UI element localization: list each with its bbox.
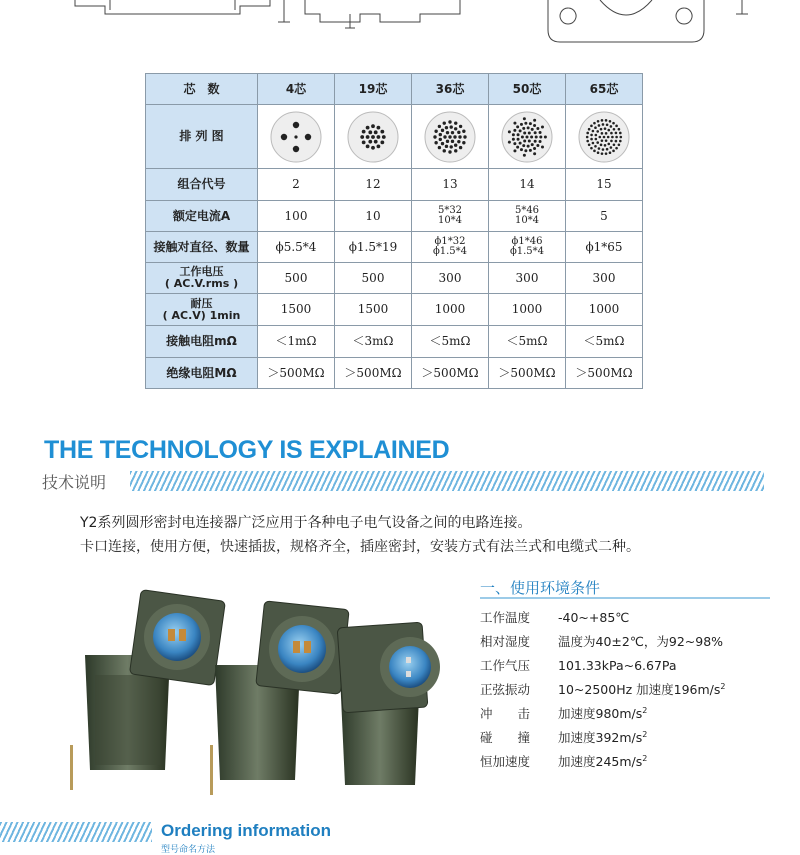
table-cell: ＞500MΩ — [412, 358, 489, 389]
env-label: 碰 撞 — [480, 730, 531, 745]
header-cell: 19芯 — [335, 74, 412, 105]
env-label: 工作温度 — [480, 610, 531, 625]
env-value: 温度为40±2℃，为92~98% — [558, 634, 724, 649]
env-row — [480, 680, 725, 698]
pin-layout-50 — [489, 105, 566, 169]
table-cell: 12 — [335, 169, 412, 201]
env-label: 冲 击 — [480, 706, 531, 721]
intro-line: 卡口连接，使用方便，快速插拔，规格齐全，插座密封，安装方式有法兰式和电缆式二种。 — [80, 539, 640, 555]
env-value: -40~+85℃ — [558, 610, 630, 625]
table-row — [146, 294, 643, 326]
row-label: 接触对直径、数量 — [146, 232, 258, 263]
table-cell: ＜5mΩ — [489, 326, 566, 358]
table-cell: ＞500MΩ — [258, 358, 335, 389]
table-cell: ϕ1*65 — [566, 232, 643, 263]
env-label: 工作气压 — [480, 658, 531, 673]
table-cell: 1000 — [489, 294, 566, 326]
row-label: 排 列 图 — [146, 105, 258, 169]
table-cell: 10 — [335, 201, 412, 232]
row-label: 组合代号 — [146, 169, 258, 201]
env-divider — [480, 597, 770, 599]
header-cell: 50芯 — [489, 74, 566, 105]
row-label: 接触电阻mΩ — [146, 326, 258, 358]
table-row — [146, 201, 643, 232]
table-cell: 300 — [412, 263, 489, 294]
row-label: 工作电压 ( AC.V.rms ) — [146, 263, 258, 294]
pin-diagram-65-icon — [578, 111, 630, 163]
table-header-row — [146, 74, 643, 105]
ordering-subtitle: 型号命名方法 — [161, 845, 216, 855]
section-title: THE TECHNOLOGY IS EXPLAINED — [44, 436, 450, 464]
table-cell: 1500 — [335, 294, 412, 326]
env-value: 101.33kPa~6.67Pa — [558, 658, 677, 673]
ordering-title: Ordering information — [161, 821, 331, 840]
env-value: 加速度245m/s — [558, 754, 643, 769]
pin-diagram-19-icon — [347, 111, 399, 163]
table-cell: 2 — [258, 169, 335, 201]
table-cell: 500 — [335, 263, 412, 294]
header-cell: 4芯 — [258, 74, 335, 105]
table-cell: 300 — [566, 263, 643, 294]
row-label: 绝缘电阻MΩ — [146, 358, 258, 389]
table-cell: ＜5mΩ — [566, 326, 643, 358]
table-cell: 5*46 10*4 — [489, 201, 566, 232]
env-unit-exponent: 2 — [720, 682, 726, 691]
table-cell: 1000 — [566, 294, 643, 326]
env-value: 10~2500Hz 加速度196m/s — [558, 682, 721, 697]
env-unit-exponent: 2 — [642, 754, 648, 763]
pin-layout-19 — [335, 105, 412, 169]
connector-3 — [337, 622, 440, 785]
table-row — [146, 263, 643, 294]
table-cell: ＜3mΩ — [335, 326, 412, 358]
pin-diagram-4-icon — [270, 111, 322, 163]
table-row — [146, 232, 643, 263]
connector-2 — [210, 601, 349, 795]
connector-photo — [60, 585, 470, 800]
ordering-hatch — [0, 822, 152, 842]
header-label: 芯 数 — [146, 74, 258, 105]
intro-line: Y2系列圆形密封电连接器广泛应用于各种电子电气设备之间的电路连接。 — [80, 515, 532, 531]
env-unit-exponent: 2 — [642, 730, 648, 739]
pin-diagram-36-icon — [424, 111, 476, 163]
table-cell: ϕ1*32 ϕ1.5*4 — [412, 232, 489, 263]
table-cell: ＞500MΩ — [335, 358, 412, 389]
env-value: 加速度980m/s — [558, 706, 643, 721]
table-cell: ϕ1*46 ϕ1.5*4 — [489, 232, 566, 263]
env-row — [480, 656, 677, 674]
row-label: 耐压 ( AC.V) 1min — [146, 294, 258, 326]
env-row — [480, 728, 647, 746]
row-label: 额定电流A — [146, 201, 258, 232]
section-subtitle: 技术说明 — [42, 473, 107, 492]
table-cell: 1500 — [258, 294, 335, 326]
layout-row — [146, 105, 643, 169]
table-cell: 300 — [489, 263, 566, 294]
spec-table — [145, 73, 643, 389]
table-cell: 5 — [566, 201, 643, 232]
pin-layout-4 — [258, 105, 335, 169]
table-cell: ＞500MΩ — [566, 358, 643, 389]
header-cell: 36芯 — [412, 74, 489, 105]
pin-layout-65 — [566, 105, 643, 169]
env-label: 正弦振动 — [480, 682, 531, 697]
env-label: 恒加速度 — [480, 754, 531, 769]
table-cell: ϕ5.5*4 — [258, 232, 335, 263]
env-label: 相对湿度 — [480, 634, 531, 649]
table-cell: 1000 — [412, 294, 489, 326]
table-cell: ＜5mΩ — [412, 326, 489, 358]
header-cell: 65芯 — [566, 74, 643, 105]
table-cell: 13 — [412, 169, 489, 201]
table-cell: 15 — [566, 169, 643, 201]
table-row — [146, 169, 643, 201]
pin-diagram-50-icon — [501, 111, 553, 163]
env-row — [480, 608, 629, 626]
table-cell: ＞500MΩ — [489, 358, 566, 389]
env-row — [480, 704, 647, 722]
env-row — [480, 752, 647, 770]
table-row — [146, 358, 643, 389]
table-cell: ϕ1.5*19 — [335, 232, 412, 263]
technical-drawing — [0, 0, 800, 50]
env-title: 一、使用环境条件 — [480, 579, 601, 597]
table-cell: 5*32 10*4 — [412, 201, 489, 232]
hatch-divider — [130, 471, 764, 491]
env-row — [480, 632, 723, 650]
table-cell: 500 — [258, 263, 335, 294]
env-unit-exponent: 2 — [642, 706, 648, 715]
table-row — [146, 326, 643, 358]
table-cell: 100 — [258, 201, 335, 232]
table-cell: 14 — [489, 169, 566, 201]
env-value: 加速度392m/s — [558, 730, 643, 745]
table-cell: ＜1mΩ — [258, 326, 335, 358]
connector-1 — [70, 590, 225, 790]
pin-layout-36 — [412, 105, 489, 169]
